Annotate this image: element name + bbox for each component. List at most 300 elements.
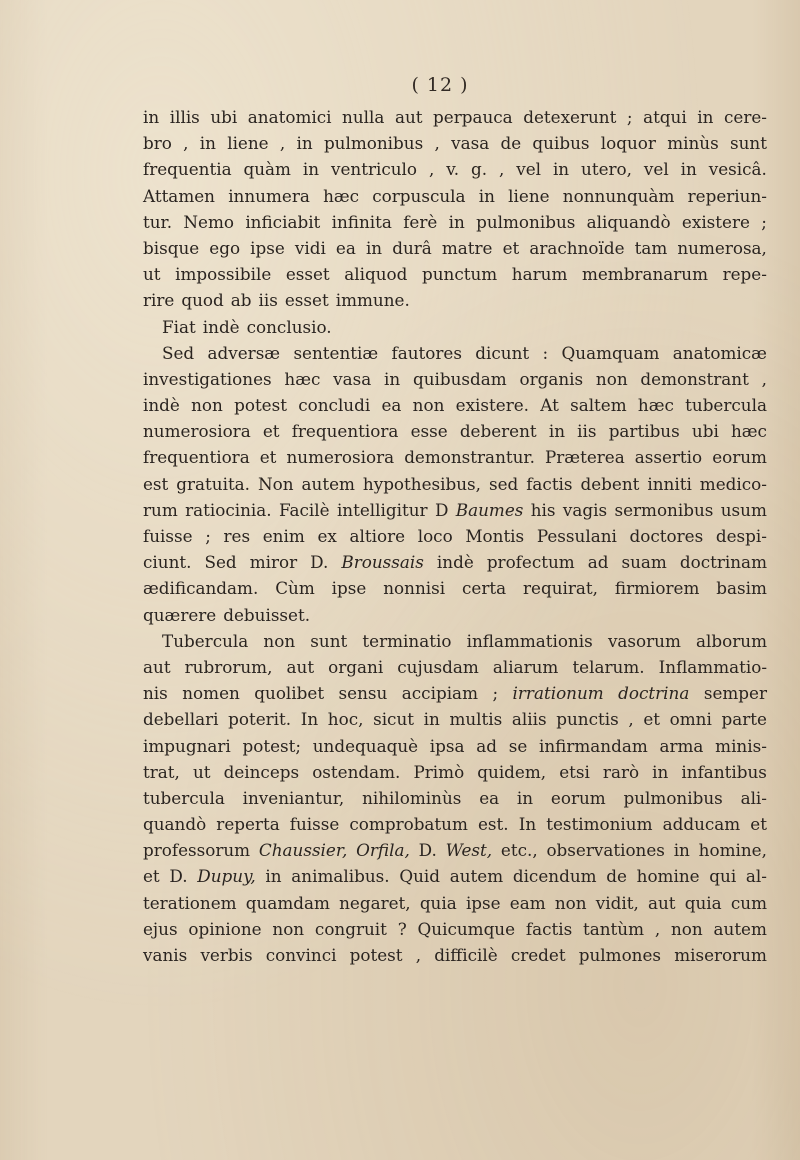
word: ostendam. [312,761,401,782]
word: organi [328,656,384,677]
word: his [530,499,556,520]
word: inficiabit [245,211,321,232]
word: cujusdam [397,656,479,677]
word: , [415,945,422,965]
word: numerosiora [286,447,395,468]
word: vel [516,159,542,180]
word: liene [508,185,550,206]
word: homine, [698,840,767,861]
word: cum [730,892,767,913]
word: terminatio [362,630,452,651]
word: enim [262,526,305,546]
word: Præterea [544,447,625,468]
word: iis [577,421,597,442]
word: g. [470,159,488,180]
word: ali- [740,787,767,808]
word: esset [284,290,329,311]
word: de [606,866,627,887]
word: frequentia [143,159,232,180]
word: debent [580,473,640,494]
word: arachnoïde [529,237,625,258]
word: impossibile [175,264,272,285]
word: hæc [637,395,674,416]
word: membranarum [581,264,709,285]
word: ex [317,526,337,546]
word: ipse [331,578,367,599]
word: conclusio. [246,316,332,337]
word: factis [525,918,573,939]
word: accipiam [401,683,478,704]
word: opinione [188,918,262,939]
word: matre [441,237,493,258]
word: factis [526,473,573,494]
word: in [680,159,697,180]
word: frequentiora [143,447,250,468]
word: non [272,918,305,939]
word: firmiorem [614,578,700,599]
word: Quid [399,866,441,887]
word: usum [720,499,767,520]
word: in [265,866,282,887]
word: in [516,787,534,808]
word: bisque [143,237,200,258]
word: non [595,368,628,389]
word: rarò [602,761,640,782]
word: vidi [294,237,326,258]
word: quod [181,290,224,311]
word: est [143,473,169,494]
text-line [143,444,767,470]
word: investigationes [143,368,272,389]
word: rum [143,499,178,520]
word: autem [301,473,355,494]
word: ejus [143,918,178,939]
word: saltem [570,395,627,416]
word: ego [209,237,241,258]
word: Pessulani [536,526,617,546]
word: hæc [284,368,321,389]
text-line [143,890,767,916]
word: qui [709,866,737,887]
word: pulmonibus [623,787,723,808]
page-number: ( 12 ) [411,74,469,96]
word: ; [761,211,767,232]
text-line [143,863,767,889]
word: debellari [143,709,219,730]
word: doctrinam [679,552,767,573]
text-line [143,366,767,392]
text-line [143,497,767,523]
word: Chaussier, [258,840,348,861]
word: Primò [413,761,465,782]
word: ad [476,735,497,756]
word: doctrina [618,683,690,704]
word: professorum [143,840,251,861]
word: minis- [715,735,767,756]
word: infinita [331,211,392,232]
word: aut [647,892,676,913]
word: , [279,133,286,154]
word: frequentiora [291,421,399,442]
text-line [143,156,767,182]
word: parte [721,709,767,730]
word: quamdam [245,892,330,913]
word: undequaquè [312,735,419,756]
word: fuisse [143,526,193,546]
word: aliarum [492,656,559,677]
word: vesicâ. [708,159,767,180]
word: Tubercula [162,630,249,651]
text-line [143,759,767,785]
word: autem [713,918,767,939]
word: bro [143,133,172,154]
word: D [434,499,449,520]
word: Fiat [162,316,196,337]
word: miserorum [674,945,767,965]
word: aliquod [344,264,408,285]
word: Dupuy, [197,866,256,887]
word: hypothesibus, [362,473,481,494]
word: verbis [200,945,253,965]
word: intelligitur [336,499,428,520]
word: terationem [143,892,237,913]
word: ciunt. [143,552,192,573]
word: inveniantur, [242,787,345,808]
word: demonstrantur. [404,447,535,468]
word: pulmonibus [476,211,576,232]
word: in [199,133,216,154]
word: In [518,814,537,835]
text-line [143,785,767,811]
word: sermonibus [614,499,714,520]
word: in [384,368,401,389]
word: quolibet [254,683,325,704]
word: eorum [712,447,767,468]
word: observationes [546,840,665,861]
word: , [183,133,189,154]
word: nomen [182,683,240,704]
word: in [448,211,465,232]
word: vidit, [595,892,639,913]
word: despi- [715,526,767,546]
word: in [423,709,440,730]
word: ea [479,787,500,808]
text-line [143,654,767,680]
word: sunt [729,133,767,154]
word: innumera [228,185,310,206]
word: Quamquam [561,342,660,363]
word: anatomici [247,107,332,127]
word: D. [169,866,188,887]
word: deinceps [223,761,300,782]
text-line [143,733,767,759]
word: , [434,133,440,154]
word: fautores [391,342,462,363]
word: repe- [722,264,767,285]
word: Orfila, [356,840,410,861]
word: sed [488,473,519,494]
word: nulla [342,107,385,127]
word: ? [397,918,407,939]
word: tubercula [143,787,225,808]
word: aliis [511,709,547,730]
word: ipse [465,892,501,913]
word: arma [659,735,704,756]
word: nonnisi [383,578,446,599]
word: comprobatum [349,814,468,835]
word: indè [436,552,474,573]
word: ab [230,290,252,311]
text-line [143,104,767,130]
word: loquor [600,133,656,154]
text-line [143,837,767,863]
word: indè [143,395,180,416]
word: ; [205,526,211,546]
word: numerosa, [677,237,767,258]
word: vasa [333,368,372,389]
word: anatomicæ [672,342,767,363]
word: quibusdam [412,368,507,389]
word: nonnunquàm [562,185,675,206]
word: eorum [550,787,606,808]
word: et [643,709,660,730]
word: hæc [730,421,767,442]
word: minùs [667,133,719,154]
word: alborum [696,630,767,651]
word: potest; [242,735,302,756]
text-line [143,549,767,575]
word: doctores [629,526,704,546]
word: aliquandò [586,211,671,232]
word: non [670,918,703,939]
word: difficilè [434,945,498,965]
word: impugnari [143,735,231,756]
word: aut [394,107,423,127]
text-line [143,628,767,654]
word: indè [202,316,240,337]
word: West, [445,840,493,861]
word: dicunt [475,342,530,363]
word: etsi [559,761,590,782]
word: partibus [608,421,680,442]
word: infirmandam [538,735,648,756]
word: Baumes [455,499,524,520]
word: At [540,395,559,416]
word: Quicumque [417,918,516,939]
word: de [500,133,522,154]
word: dicendum [512,866,597,887]
word: non [263,630,296,651]
word: et [262,421,280,442]
word: gratuita. [176,473,251,494]
word: negaret, [339,892,411,913]
text-line [143,471,767,497]
word: rubrorum, [184,656,273,677]
text-line [143,235,767,261]
word: illis [169,107,200,127]
word: et [143,866,160,887]
word: debuisset. [223,604,311,625]
word: , [428,159,435,180]
word: sunt [310,630,348,651]
word: corpuscula [372,185,466,206]
word: Sed [162,342,195,363]
word: in [296,133,313,154]
word: Montis [465,526,525,546]
word: : [542,342,549,363]
word: al- [745,866,767,887]
word: requirat, [523,578,598,599]
word: telarum. [572,656,645,677]
word: ; [626,107,633,127]
word: animalibus. [291,866,390,887]
word: in [652,761,669,782]
word: Nemo [183,211,235,232]
word: nis [143,683,168,704]
word: sensu [338,683,388,704]
word: ut [143,264,161,285]
word: vel [643,159,669,180]
word: immune. [335,290,410,311]
text-line [143,314,767,340]
word: existere. [455,395,529,416]
word: iis [258,290,278,311]
word: organis [519,368,584,389]
word: vanis [143,945,188,965]
word: altiore [349,526,406,546]
word: in [302,159,320,180]
word: res [223,526,251,546]
word: ipsa [429,735,465,756]
word: omni [669,709,712,730]
word: Cùm [275,578,315,599]
word: Attamen [143,185,215,206]
word: suam [621,552,667,573]
word: testimonium [546,814,653,835]
word: ipse [250,237,285,258]
word: demonstrant [640,368,749,389]
word: congruit [314,918,387,939]
word: numerosiora [143,421,251,442]
word: quàm [243,159,291,180]
word: nihilominùs [362,787,462,808]
word: inniti [647,473,692,494]
word: fuisse [289,814,340,835]
text-line [143,209,767,235]
word: pulmones [578,945,662,965]
word: sicut [373,709,415,730]
word: ratiocinia. [185,499,272,520]
word: quandò [143,814,207,835]
word: utero, [581,159,632,180]
word: vagis [562,499,608,520]
word: trat, [143,761,180,782]
word: in [548,421,566,442]
word: ad [587,552,609,573]
word: punctis [556,709,619,730]
word: profectum [486,552,575,573]
word: quærere [143,604,217,625]
word: ut [192,761,211,782]
word: durâ [392,237,432,258]
word: miror [249,552,298,573]
word: quidem, [477,761,547,782]
word: tur. [143,211,173,232]
word: Sed [204,552,237,573]
text-line [143,916,767,942]
text-line [143,811,767,837]
word: in [552,159,570,180]
text-line [143,418,767,444]
word: perpauca [433,107,513,127]
word: v. [446,159,460,180]
word: D. [418,840,437,861]
text-line [143,680,767,706]
word: harum [511,264,568,285]
text-line [143,287,767,313]
text-line [143,523,767,549]
word: liene [227,133,269,154]
word: potest [234,395,287,416]
word: , [654,918,661,939]
word: in [697,107,714,127]
word: vasa [451,133,490,154]
word: et [750,814,767,835]
word: atqui [643,107,687,127]
word: infantibus [681,761,767,782]
word: non [412,395,445,416]
word: tam [634,237,668,258]
word: Facilè [279,499,330,520]
word: concludi [298,395,371,416]
word: rire [143,290,175,311]
word: irrationum [512,683,604,704]
word: adducam [662,814,741,835]
word: cere- [723,107,767,127]
word: in [478,185,495,206]
word: Inflammatio- [658,656,767,677]
word: in [673,840,690,861]
word: et [259,447,277,468]
word: in [143,107,160,127]
body-text [143,104,767,968]
word: ea [381,395,402,416]
word: aut [286,656,315,677]
word: convinci [265,945,337,965]
word: deberent [459,421,537,442]
word: punctum [421,264,498,285]
word: et [502,237,520,258]
word: vasorum [607,630,681,651]
word: semper [703,683,767,704]
word: sententiæ [293,342,379,363]
word: medico- [699,473,767,494]
word: in [365,237,383,258]
word: certa [462,578,507,599]
word: pulmonibus [323,133,424,154]
word: assertio [634,447,703,468]
word: adversæ [207,342,281,363]
word: loco [417,526,453,546]
word: est. [477,814,509,835]
word: autem [449,866,504,887]
word: tantùm [583,918,645,939]
word: Non [257,473,294,494]
text-line [143,575,767,601]
word: , [628,709,634,730]
word: quibus [532,133,590,154]
word: ubi [210,107,238,127]
